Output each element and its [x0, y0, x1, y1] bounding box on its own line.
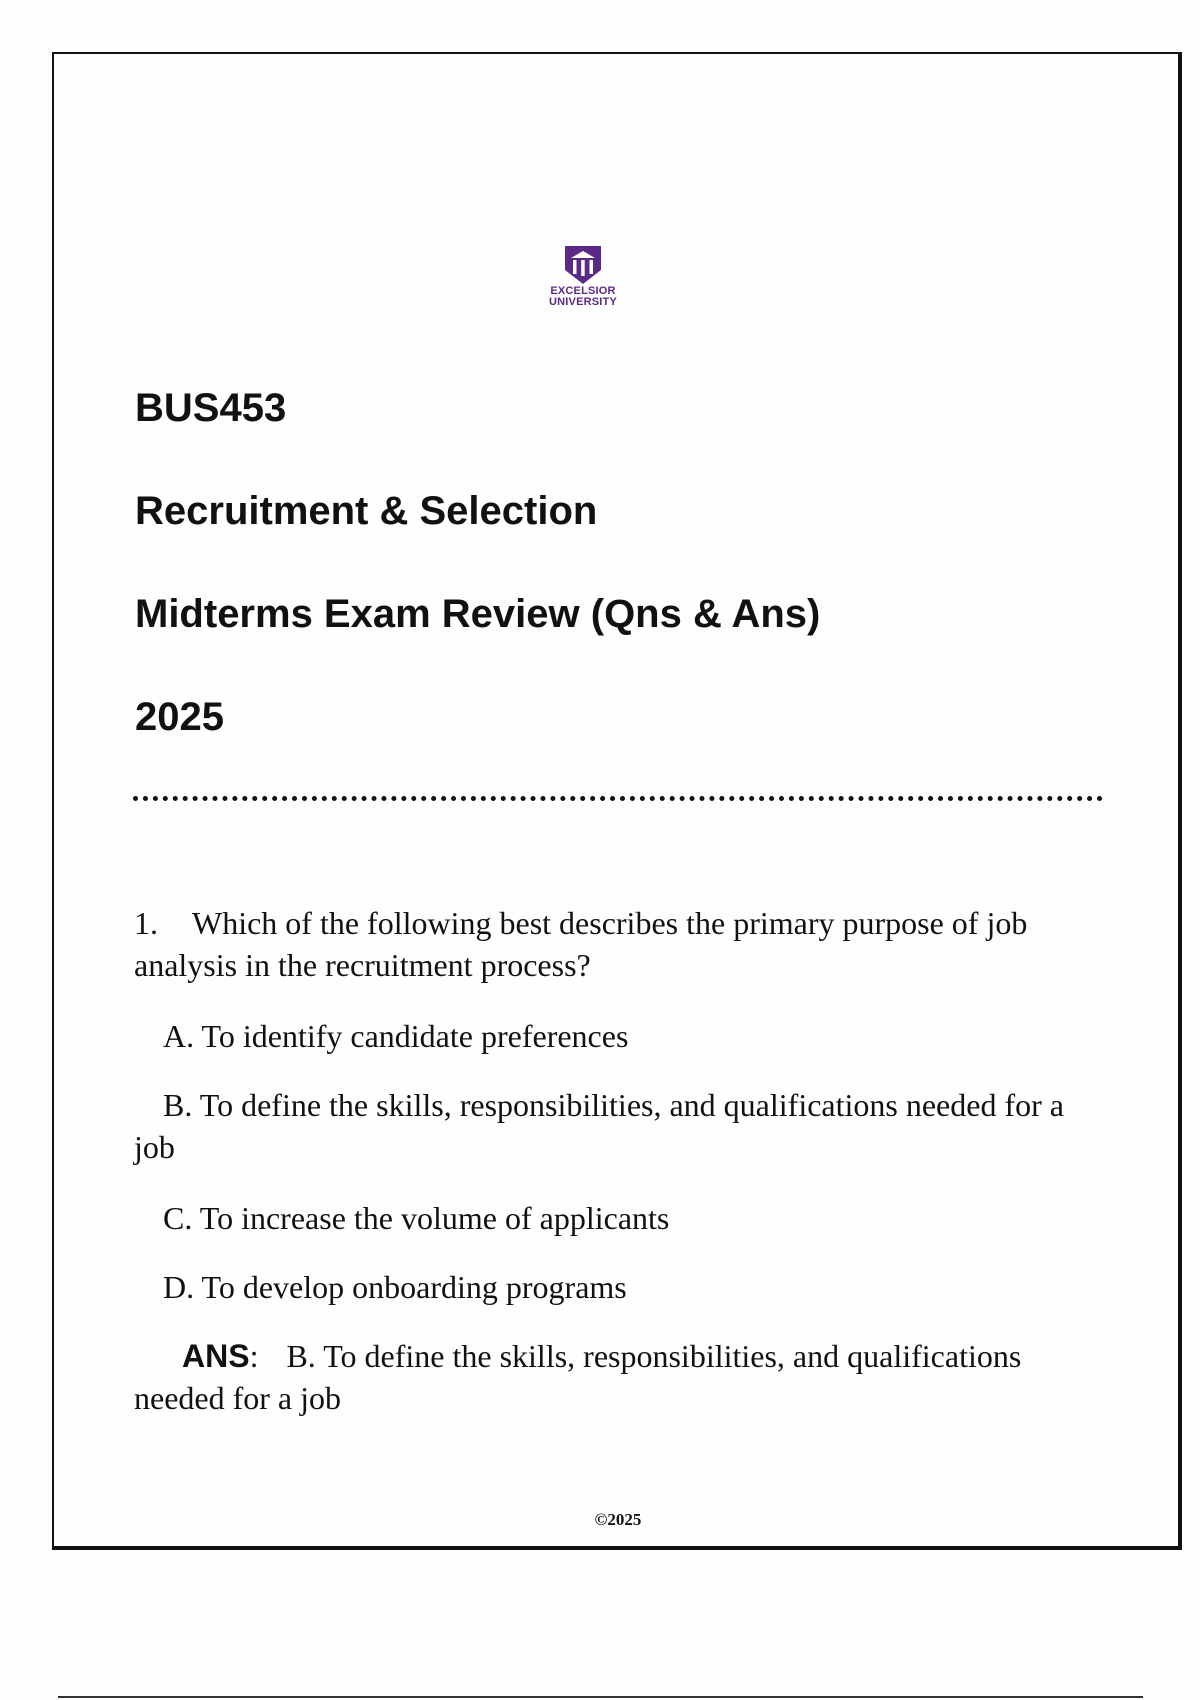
option-letter: B.	[163, 1087, 193, 1123]
option-d	[134, 1266, 1094, 1308]
course-code: BUS453	[135, 386, 287, 430]
copyright-footer: ©2025	[594, 1510, 642, 1529]
question-1	[134, 902, 1094, 986]
dotted-divider	[133, 796, 1103, 801]
option-letter: C.	[163, 1200, 193, 1236]
option-text: To identify candidate preferences	[201, 1018, 629, 1054]
option-letter: D.	[163, 1269, 195, 1305]
option-a	[134, 1015, 1094, 1057]
option-text: To define the skills, responsibilities, and qualifications needed for a job	[134, 1087, 1064, 1165]
logo-line-1: EXCELSIOR	[550, 285, 616, 297]
university-logo	[535, 244, 631, 328]
course-title: Recruitment & Selection	[135, 489, 598, 533]
logo-line-2: UNIVERSITY	[548, 296, 617, 308]
option-text: To develop onboarding programs	[201, 1269, 627, 1305]
question-number: 1.	[134, 905, 158, 941]
answer: ANS: B. To define the skills, responsibilities, and qualifications needed for a job	[134, 1338, 1022, 1416]
option-text: To increase the volume of applicants	[199, 1200, 670, 1236]
document-title: Midterms Exam Review (Qns & Ans)	[135, 592, 821, 636]
document-year: 2025	[135, 695, 224, 739]
option-letter: A.	[163, 1018, 195, 1054]
option-b	[134, 1084, 1094, 1168]
shield-pillars-icon	[563, 244, 603, 286]
option-c	[134, 1197, 1094, 1239]
answer-text: B. To define the skills, responsibilities, and qualifications needed for a job	[134, 1338, 1022, 1416]
answer-label: ANS	[182, 1338, 250, 1374]
question-text: Which of the following best describes the primary purpose of job analysis in the recruitment process?	[134, 905, 1028, 983]
bottom-rule	[58, 1696, 1143, 1698]
